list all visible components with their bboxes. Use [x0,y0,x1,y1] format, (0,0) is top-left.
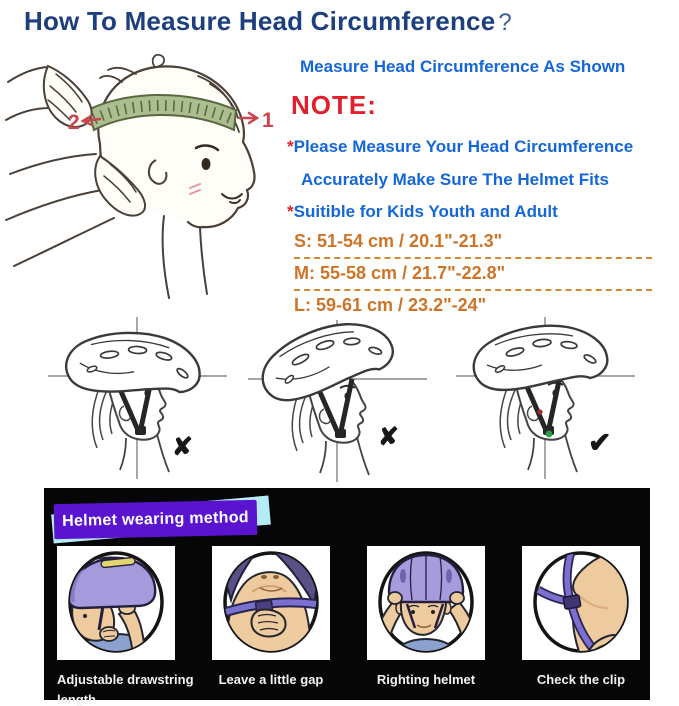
strap-junction-dot [537,409,542,414]
subtitle: Measure Head Circumference As Shown [300,57,626,76]
wrong-mark-icon: ✘ [172,433,193,461]
correct-mark-icon: ✔ [588,427,612,458]
baby-eye [202,158,211,170]
wearing-method-panel [44,488,650,706]
bullet-measure-line1-text: Please Measure Your Head Circumference [293,137,634,156]
bullet-measure-line1 [287,137,633,157]
step-panel-clip [522,546,640,660]
size-row-m: M: 55-58 cm / 21.7"-22.8" [294,263,506,283]
step-panel-drawstring [57,546,175,660]
asterisk: * [287,202,294,221]
fit-figure-correct [448,312,643,484]
step-panel-gap [212,546,330,660]
step-caption-righting: Righting helmet [376,672,476,687]
fit-figure-tilted-back [240,315,435,487]
bullet-suitable-text: Suitible for Kids Youth and Adult [293,202,558,221]
drawstring-illustration [57,546,175,660]
clip-illustration [522,546,640,660]
righting-illustration [367,546,485,660]
gap-illustration [212,546,330,660]
step-caption-drawstring: Adjustable drawstring length [57,672,194,706]
chin-clip-dot [546,431,553,438]
measure-head-illustration [4,48,286,300]
size-row-s: S: 51-54 cm / 20.1"-21.3" [294,231,503,251]
dashed-divider [294,257,652,259]
size-row-l: L: 59-61 cm / 23.2"-24" [294,295,487,315]
step-caption-clip: Check the clip [536,672,626,687]
step-1-label: 1 [262,109,274,132]
question-mark: ? [498,9,512,36]
baby-neck-shoulder [163,216,207,298]
step-panel-righting [367,546,485,660]
step-2-label: 2 [68,111,80,134]
note-label: NOTE: [291,90,377,120]
wearing-method-banner [54,500,258,539]
wrong-mark-icon: ✘ [378,423,399,451]
bullet-measure-line2: Accurately Make Sure The Helmet Fits [301,170,610,189]
bullet-suitable [287,202,558,222]
fit-figure-tilted-forward [40,312,235,484]
page-title-text: How To Measure Head Circumference [24,6,496,36]
page-title [24,6,512,37]
asterisk: * [287,137,294,156]
wearing-method-banner-text: Helmet wearing method [61,508,250,530]
step-caption-gap: Leave a little gap [218,672,324,687]
dashed-divider [294,289,652,291]
